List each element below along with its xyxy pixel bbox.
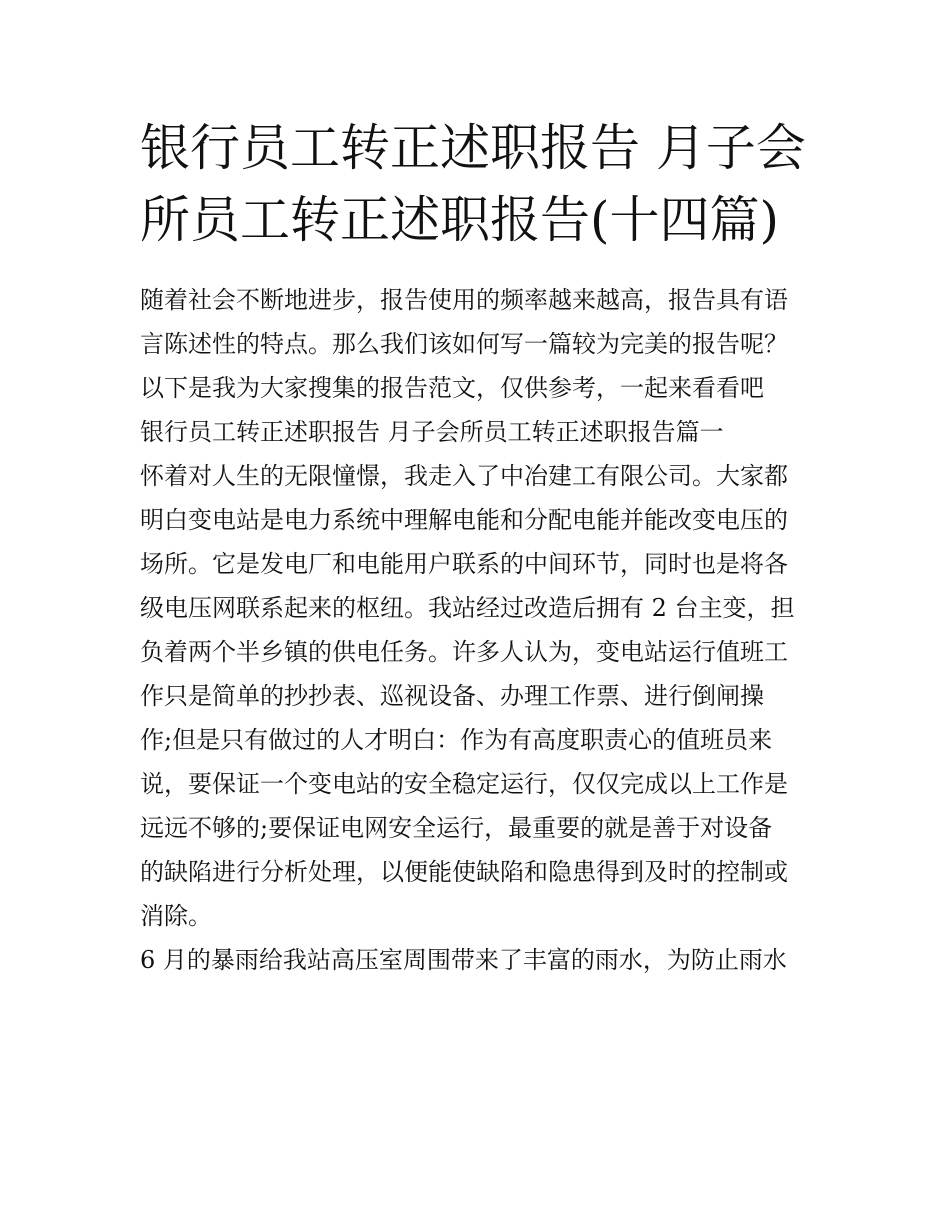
paragraph-line-1: 怀着对人生的无限憧憬，我走入了中冶建工有限公司。大家都 xyxy=(140,462,788,490)
paragraph-line-10: 的缺陷进行分析处理，以便能使缺陷和隐患得到及时的控制或 xyxy=(140,858,788,886)
intro-line-3: 以下是我为大家搜集的报告范文，仅供参考，一起来看看吧 xyxy=(140,374,764,402)
paragraph-line-4: 级电压网联系起来的枢纽。我站经过改造后拥有 2 台主变，担 xyxy=(140,594,795,622)
paragraph-line-9: 远远不够的;要保证电网安全运行，最重要的就是善于对设备 xyxy=(140,814,773,842)
paragraph-line-5: 负着两个半乡镇的供电任务。许多人认为，变电站运行值班工 xyxy=(140,638,788,666)
document-title xyxy=(140,112,820,256)
title-line-2: 所员工转正述职报告(十四篇) xyxy=(140,191,780,249)
intro-line-1: 随着社会不断地进步，报告使用的频率越来越高，报告具有语 xyxy=(140,286,788,314)
section-heading: 银行员工转正述职报告 月子会所员工转正述职报告篇一 xyxy=(140,418,724,446)
paragraph-line-7: 作;但是只有做过的人才明白：作为有高度职责心的值班员来 xyxy=(140,726,773,754)
document-body xyxy=(140,278,820,982)
paragraph-line-2: 明白变电站是电力系统中理解电能和分配电能并能改变电压的 xyxy=(140,506,788,534)
title-line-1: 银行员工转正述职报告 月子会 xyxy=(140,119,806,177)
paragraph-line-3: 场所。它是发电厂和电能用户联系的中间环节，同时也是将各 xyxy=(140,550,788,578)
paragraph-line-6: 作只是简单的抄抄表、巡视设备、办理工作票、进行倒闸操 xyxy=(140,682,764,710)
paragraph-2-line-1: 6 月的暴雨给我站高压室周围带来了丰富的雨水，为防止雨水 xyxy=(140,946,787,974)
paragraph-line-8: 说，要保证一个变电站的安全稳定运行，仅仅完成以上工作是 xyxy=(140,770,788,798)
intro-line-2: 言陈述性的特点。那么我们该如何写一篇较为完美的报告呢？ xyxy=(140,330,788,358)
paragraph-line-11: 消除。 xyxy=(140,902,212,930)
